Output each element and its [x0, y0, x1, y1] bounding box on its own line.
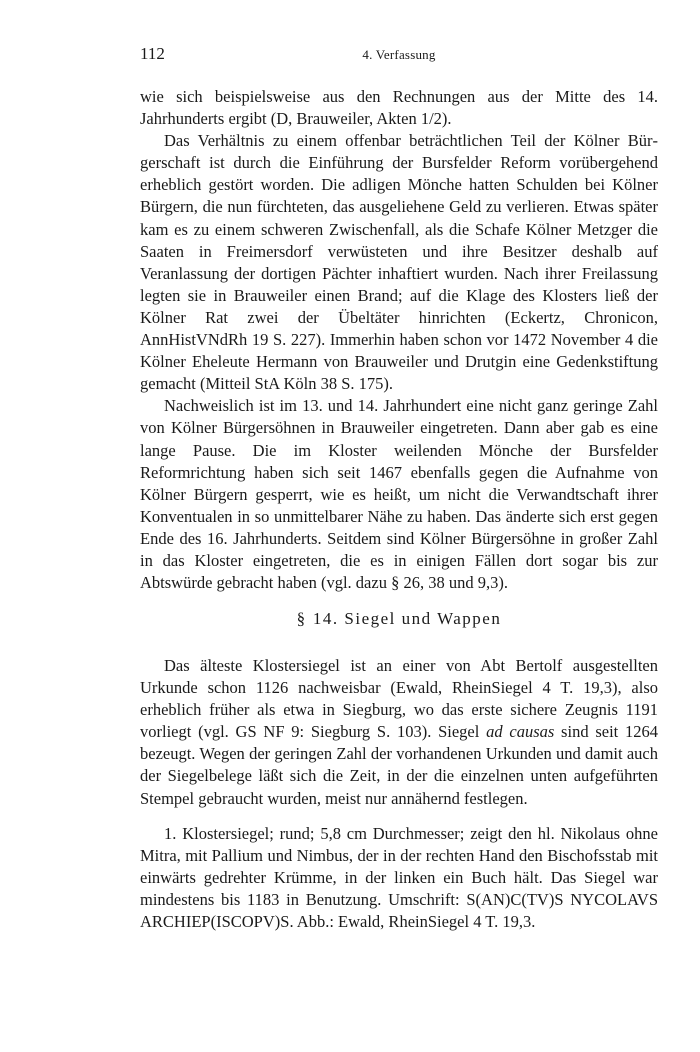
chapter-title: 4. Verfassung	[362, 47, 436, 62]
paragraph-3: Nachweislich ist im 13. und 14. Jahrhundert eine nicht ganz geringe Zahl von Kölner Bürgersöhnen in Brauweiler eingetreten. Dann aber gab es eine lange Pause. Die im Kloster weilenden Mönche der Bursfelder Reformrichtung haben sich seit 1467 ebenfalls gegen die Aufnahme von Kölner Bürgern gesperrt, wie es heißt, um nicht die Verwandtschaft ihrer Konventualen in so unmittelbarer Nähe zu haben. Das änderte sich erst gegen Ende des 16. Jahrhunderts. Seitdem sind Kölner Bürgersöhne in großer Zahl in das Kloster eingetreten, die es in einigen Fällen dort sogar bis zur Abtswürde gebracht haben (vgl. dazu § 26, 38 und 9,3).	[140, 396, 658, 593]
section-heading	[140, 609, 658, 629]
paragraph-5: 1. Klostersiegel; rund; 5,8 cm Durchmesser; zeigt den hl. Nikolaus ohne Mitra, mit Pallium und Nimbus, der in der rechten Hand den Bischofsstab mit einwärts gedrehter Krümme, in der linken ein Buch hält. Das Siegel war mindestens bis 1183 in Benutzung. Umschrift: S(AN)C(TV)S NYCOLAVS ARCHIEP(ISCOPV)S. Abb.: Ewald, RheinSiegel 4 T. 19,3.	[140, 823, 658, 932]
section-symbol: §	[296, 609, 306, 628]
body-text-lower	[140, 655, 658, 933]
section-title: 14. Siegel und Wappen	[312, 609, 502, 628]
paragraph-4-part-2: sind seit 1264 bezeugt. Wegen der geringen Zahl der vorhandenen Urkunden und damit auch der Siegelbelege läßt sich die Zeit, in der die einzelnen unten aufgeführten Stempel gebraucht wurden, meist nur annähernd festlegen.	[140, 722, 659, 808]
ad-causas-term: ad causas	[486, 722, 555, 742]
body-text-upper	[140, 86, 658, 594]
paragraph-4	[140, 655, 658, 810]
paragraph-1: wie sich beispielsweise aus den Rechnungen aus der Mitte des 14. Jahrhunderts ergibt (D, Brauweiler, Akten 1/2).	[140, 87, 658, 129]
running-head	[140, 44, 658, 66]
paragraph-2: Das Verhältnis zu einem offenbar beträchtlichen Teil der Kölner Bürgerschaft ist durch die Einführung der Bursfelder Reform vorübergehend erheblich gestört worden. Die adligen Mönche hatten Schulden bei Kölner Bürgern, die nun fürchteten, das ausgeliehene Geld zu verlieren. Etwas später kam es zu einem schweren Zwischenfall, als die Schafe Kölner Metzger die Saaten in Freimersdorf verwüsteten und ihre Besitzer deshalb auf Veranlassung der dortigen Pächter inhaftiert wurden. Nach ihrer Freilassung legten sie in Brauweiler einen Brand; auf die Klage des Klosters ließ der Kölner Rat zwei der Übeltäter hinrichten (Eckertz, Chronicon, AnnHistVNdRh 19 S. 227). Immerhin haben schon vor 1472 November 4 die Kölner Eheleute Hermann von Brauweiler und Drutgin eine Gedenkstiftung gemacht (Mitteil StA Köln 38 S. 175).	[140, 131, 658, 394]
paragraph-4-part-1: Das älteste Klostersiegel ist an einer von Abt Bertolf ausgestellten Urkunde schon 1126 nachweisbar (Ewald, RheinSiegel 4 T. 19,3), also erheblich früher als etwa in Siegburg, wo das erste sichere Zeugnis 1191 vorliegt (vgl. GS NF 9: Siegburg S. 103). Siegel	[140, 656, 658, 742]
page-number: 112	[140, 44, 165, 63]
